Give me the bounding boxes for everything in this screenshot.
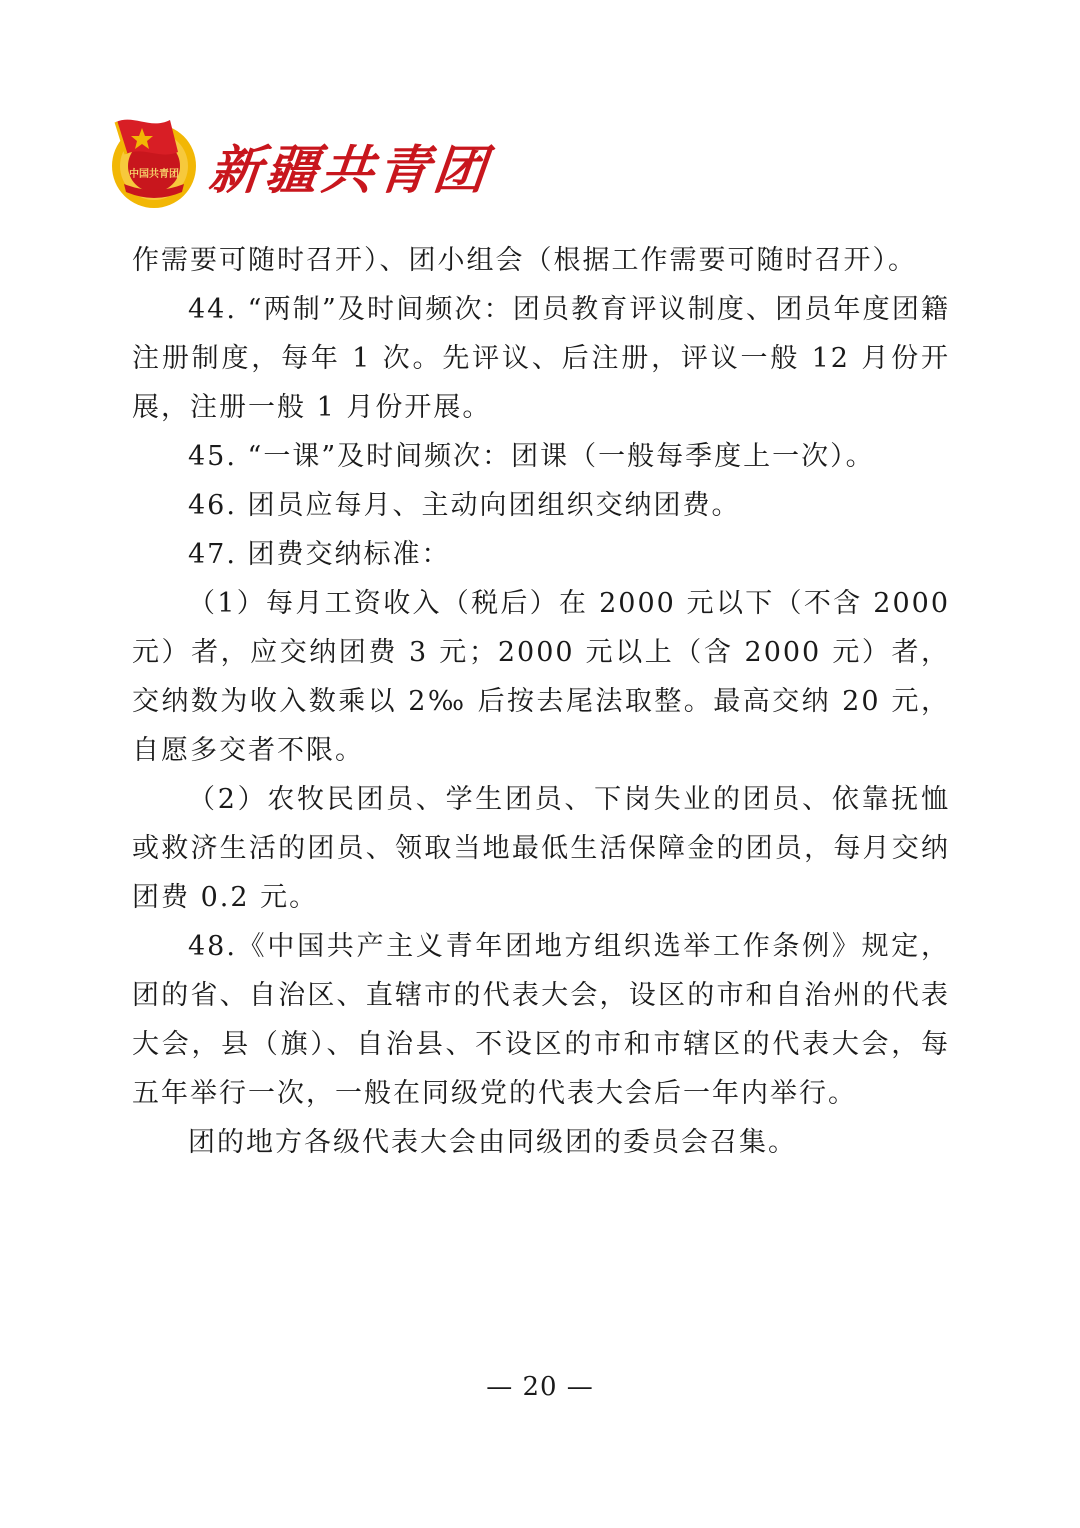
paragraph-48-continued: 团的地方各级代表大会由同级团的委员会召集。 <box>188 1127 797 1158</box>
page-number: — 20 — <box>486 1372 594 1402</box>
document-body <box>132 236 950 1167</box>
paragraph-48: 48.《中国共产主义青年团地方组织选举工作条例》规定，团的省、自治区、直辖市的代表大会，设区的市和自治州的代表大会，县（旗）、自治县、不设区的市和市辖区的代表大会，每五年举行一次，一般在同级党的代表大会后一年内举行。 <box>132 931 950 1109</box>
paragraph-47-item-2: （2）农牧民团员、学生团员、下岗失业的团员、依靠抚恤或救济生活的团员、领取当地最低生活保障金的团员，每月交纳团费 0.2 元。 <box>132 784 950 913</box>
paragraph-continued: 作需要可随时召开）、团小组会（根据工作需要可随时召开）。 <box>132 245 917 276</box>
paragraph-47: 47. 团费交纳标准： <box>188 539 451 570</box>
brand-title: 新疆共青团 <box>206 140 493 201</box>
paragraph-47-item-1: （1）每月工资收入（税后）在 2000 元以下（不含 2000 元）者，应交纳团费 3 元；2000 元以上（含 2000 元）者，交纳数为收入数乘以 2‰ 后按去尾法取整。最高交纳 20 元，自愿多交者不限。 <box>132 588 950 766</box>
communist-youth-league-emblem-icon <box>108 108 204 212</box>
paragraph-44: 44. “两制”及时间频次：团员教育评议制度、团员年度团籍注册制度，每年 1 次。先评议、后注册，评议一般 12 月份开展，注册一般 1 月份开展。 <box>132 294 950 423</box>
paragraph-45: 45. “一课”及时间频次：团课（一般每季度上一次）。 <box>188 441 875 472</box>
page-header <box>108 108 493 212</box>
emblem-text: 中国共青团 <box>129 169 179 180</box>
paragraph-46: 46. 团员应每月、主动向团组织交纳团费。 <box>188 490 741 521</box>
